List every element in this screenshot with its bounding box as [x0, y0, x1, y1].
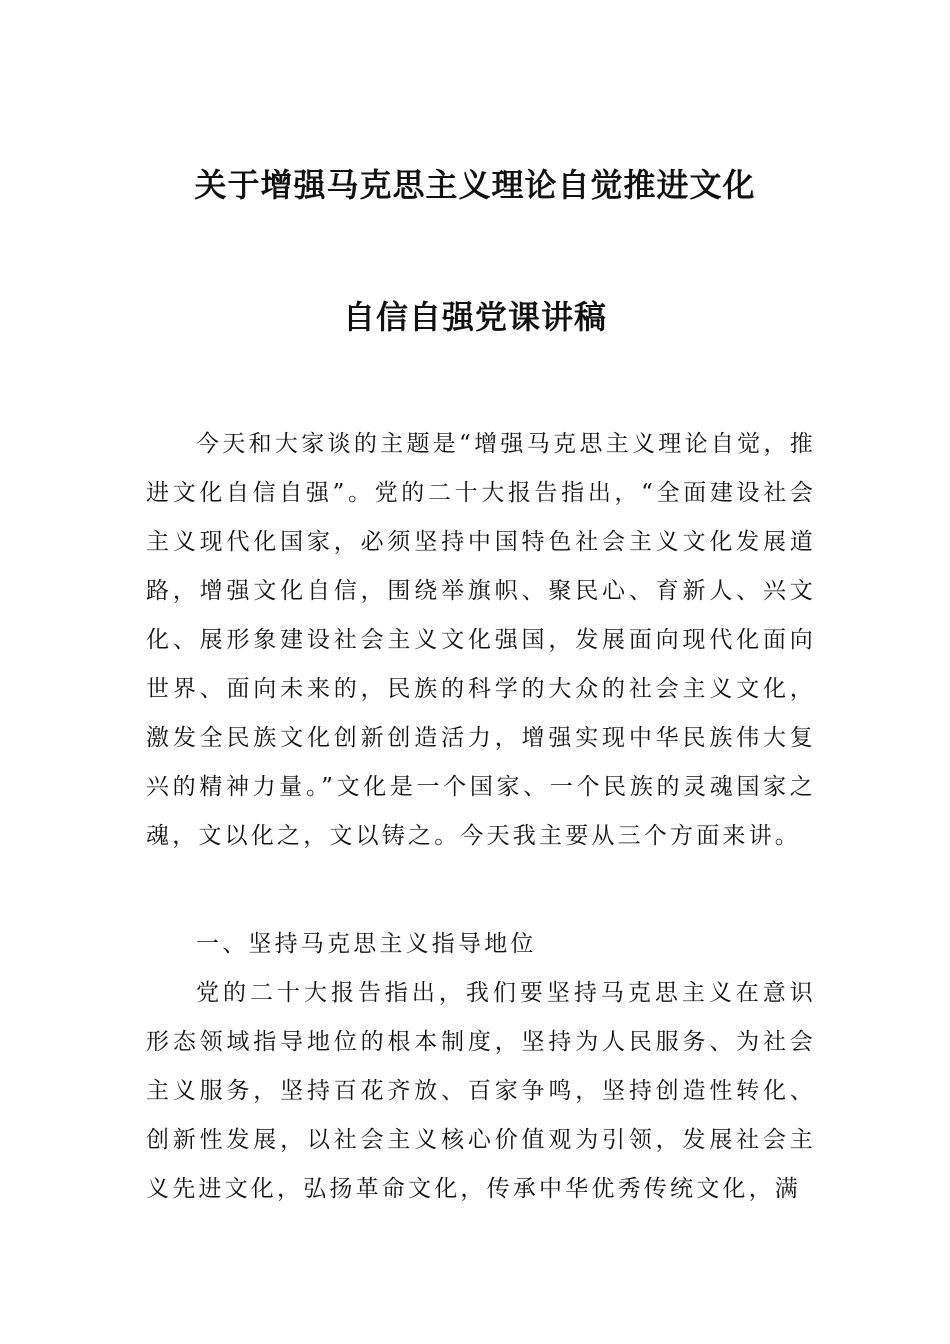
- document-title-line-2: 自信自强党课讲稿: [342, 298, 607, 336]
- document-title-line-1: 关于增强马克思主义理论自觉推进文化: [194, 166, 756, 204]
- paragraph-intro: 今天和大家谈的主题是“增强马克思主义理论自觉，推进文化自信自强”。党的二十大报告指出，“全面建设社会主义现代化国家，必须坚持中国特色社会主义文化发展道路，增强文化自信，围绕举旗帜、聚民心、育新人、兴文化、展形象建设社会主义文化强国，发展面向现代化面向世界、面向未来的，民族的科学的大众的社会主义文化，激发全民族文化创新创造活力，增强实现中华民族伟大复兴的精神力量。”文化是一个国家、一个民族的灵魂国家之魂，文以化之，文以铸之。今天我主要从三个方面来讲。: [146, 431, 816, 849]
- paragraph-section-1: 党的二十大报告指出，我们要坚持马克思主义在意识形态领域指导地位的根本制度，坚持为人民服务、为社会主义服务，坚持百花齐放、百家争鸣，坚持创造性转化、创新性发展，以社会主义核心价值观为引领，发展社会主义先进文化，弘扬革命文化，传承中华优秀传统文化，满: [146, 980, 816, 1202]
- section-heading-1: 一、坚持马克思主义指导地位: [196, 931, 537, 957]
